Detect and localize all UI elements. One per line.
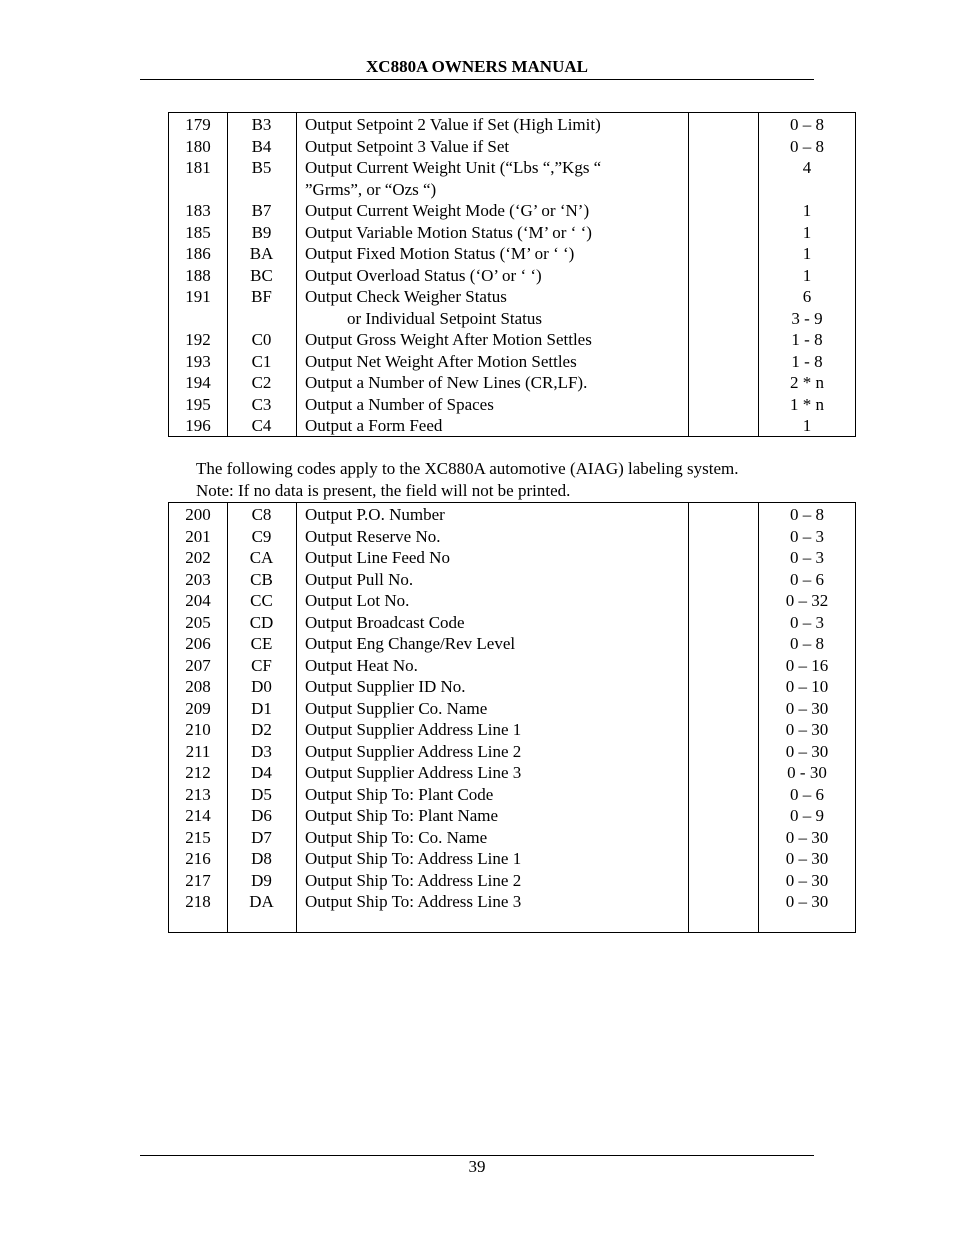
table-row — [169, 719, 855, 741]
length-range-cell: 0 – 30 — [785, 827, 829, 847]
table-row — [169, 286, 855, 308]
aiag-note-line-2: Note: If no data is present, the field will not be printed. — [196, 480, 571, 500]
description-cell: Output Supplier Address Line 1 — [305, 720, 522, 739]
aiag-note-line-1: The following codes apply to the XC880A automotive (AIAG) labeling system. — [196, 459, 739, 478]
table-row — [169, 243, 855, 265]
length-range-cell: 0 – 6 — [790, 784, 824, 804]
hex-code-cell: CB — [250, 569, 273, 589]
length-range-cell: 1 — [802, 222, 812, 242]
hex-code-cell: D2 — [251, 720, 272, 739]
description-cell: Output Setpoint 2 Value if Set (High Limit) — [305, 115, 601, 134]
decimal-code-cell: 180 — [185, 136, 211, 156]
length-range-cell: 0 – 16 — [785, 655, 829, 675]
table-row — [169, 805, 855, 827]
hex-code-cell: DA — [249, 892, 274, 911]
length-range-cell: 1 — [802, 244, 812, 263]
table-row — [169, 762, 855, 784]
decimal-code-cell: 205 — [185, 612, 211, 632]
length-range-cell: 0 – 3 — [790, 612, 824, 632]
hex-code-cell: D8 — [251, 849, 272, 868]
decimal-code-cell: 204 — [185, 591, 211, 610]
length-range-cell: 0 – 30 — [785, 892, 829, 911]
aiag-note — [196, 458, 836, 501]
decimal-code-cell: 195 — [185, 394, 211, 414]
decimal-code-cell: 211 — [185, 741, 211, 761]
length-range-cell: 6 — [802, 287, 812, 306]
decimal-code-cell: 185 — [185, 222, 211, 242]
length-range-cell: 0 – 3 — [790, 526, 824, 546]
decimal-code-cell: 210 — [185, 720, 211, 739]
description-cell: Output Ship To: Address Line 3 — [305, 892, 522, 911]
description-cell: Output Ship To: Plant Code — [305, 784, 494, 804]
decimal-code-cell: 218 — [185, 892, 211, 911]
length-range-cell: 4 — [802, 158, 812, 177]
decimal-code-cell: 179 — [185, 115, 211, 134]
table-row — [169, 308, 855, 330]
description-cell: Output Heat No. — [305, 655, 418, 675]
description-cell: Output Current Weight Mode (‘G’ or ‘N’) — [305, 201, 590, 220]
decimal-code-cell: 196 — [185, 416, 211, 435]
table-row — [169, 655, 855, 677]
length-range-cell: 0 – 8 — [790, 634, 824, 653]
hex-code-cell: BF — [251, 287, 272, 306]
decimal-code-cell: 194 — [185, 373, 211, 392]
hex-code-cell: B7 — [251, 201, 272, 220]
length-range-cell: 0 – 30 — [785, 720, 829, 739]
decimal-code-cell: 206 — [185, 634, 211, 653]
decimal-code-cell: 186 — [185, 244, 211, 263]
length-range-cell: 0 – 10 — [785, 677, 829, 696]
table-row — [169, 590, 855, 612]
description-cell: Output Reserve No. — [305, 526, 441, 546]
table-row — [169, 633, 855, 655]
table-row — [169, 415, 855, 437]
table-row — [169, 870, 855, 892]
table-row — [169, 612, 855, 634]
table-row — [169, 891, 855, 913]
description-cell: Output Net Weight After Motion Settles — [305, 351, 577, 371]
decimal-code-cell: 217 — [185, 870, 211, 890]
decimal-code-cell: 191 — [185, 287, 211, 306]
table-row — [169, 351, 855, 373]
table-row — [169, 222, 855, 244]
hex-code-cell: D7 — [251, 827, 272, 847]
description-cell: Output Gross Weight After Motion Settles — [305, 330, 592, 349]
decimal-code-cell: 215 — [185, 827, 211, 847]
description-cell: Output Supplier ID No. — [305, 677, 466, 696]
aiag-codes-table — [168, 502, 856, 933]
table-row — [169, 698, 855, 720]
hex-code-cell: D0 — [251, 677, 272, 696]
table-row — [169, 265, 855, 287]
length-range-cell: 0 – 6 — [790, 569, 824, 589]
hex-code-cell: C0 — [251, 330, 272, 349]
hex-code-cell: CE — [250, 634, 273, 653]
decimal-code-cell: 208 — [185, 677, 211, 696]
description-cell: Output Broadcast Code — [305, 612, 465, 632]
hex-code-cell: B3 — [251, 115, 272, 134]
length-range-cell: 1 — [802, 416, 812, 435]
table-body — [169, 503, 855, 913]
hex-code-cell: BC — [250, 265, 273, 285]
table-row — [169, 827, 855, 849]
description-cell: Output Lot No. — [305, 591, 410, 610]
length-range-cell: 0 – 8 — [790, 505, 824, 524]
description-cell: Output Supplier Address Line 2 — [305, 741, 522, 761]
length-range-cell: 1 — [802, 265, 812, 285]
page-header-title: XC880A OWNERS MANUAL — [366, 57, 588, 76]
decimal-code-cell: 183 — [185, 201, 211, 220]
length-range-cell: 3 - 9 — [791, 308, 823, 328]
decimal-code-cell: 213 — [185, 784, 211, 804]
hex-code-cell: D6 — [251, 806, 272, 825]
hex-code-cell: CD — [249, 612, 274, 632]
description-cell: Output Ship To: Address Line 1 — [305, 849, 522, 868]
table-row — [169, 569, 855, 591]
hex-code-cell: CF — [251, 655, 272, 675]
decimal-code-cell: 203 — [185, 569, 211, 589]
decimal-code-cell: 214 — [185, 806, 211, 825]
description-cell: Output Setpoint 3 Value if Set — [305, 136, 510, 156]
length-range-cell: 0 – 8 — [790, 136, 824, 156]
hex-code-cell: C2 — [251, 373, 272, 392]
length-range-cell: 1 - 8 — [791, 330, 823, 349]
hex-code-cell: D3 — [251, 741, 272, 761]
description-cell: Output Supplier Co. Name — [305, 698, 488, 718]
table-row — [169, 179, 855, 201]
length-range-cell: 0 – 30 — [785, 741, 829, 761]
length-range-cell: 0 – 3 — [790, 548, 824, 567]
table-row — [169, 547, 855, 569]
description-cell: Output Ship To: Co. Name — [305, 827, 488, 847]
hex-code-cell: BA — [249, 244, 274, 263]
description-cell: ”Grms”, or “Ozs “) — [305, 179, 437, 199]
header-rule — [140, 79, 814, 80]
table-row — [169, 526, 855, 548]
decimal-code-cell: 188 — [185, 265, 211, 285]
description-cell: Output Eng Change/Rev Level — [305, 634, 516, 653]
description-cell: Output Check Weigher Status — [305, 287, 507, 306]
decimal-code-cell: 201 — [185, 526, 211, 546]
decimal-code-cell: 181 — [185, 158, 211, 177]
decimal-code-cell: 216 — [185, 849, 211, 868]
description-cell: Output Variable Motion Status (‘M’ or ‘ ‘) — [305, 222, 592, 242]
length-range-cell: 0 – 8 — [790, 115, 824, 134]
description-cell: Output a Number of Spaces — [305, 394, 494, 414]
description-cell: Output Supplier Address Line 3 — [305, 763, 522, 782]
length-range-cell: 1 — [802, 201, 812, 220]
table-row — [169, 394, 855, 416]
hex-code-cell: B4 — [251, 136, 272, 156]
table-row — [169, 157, 855, 179]
table-body — [169, 113, 855, 437]
hex-code-cell: C4 — [251, 416, 272, 435]
table-row — [169, 676, 855, 698]
table-row — [169, 741, 855, 763]
description-cell: or Individual Setpoint Status — [347, 308, 543, 328]
table-row — [169, 504, 855, 526]
description-cell: Output Line Feed No — [305, 548, 450, 567]
table-row — [169, 114, 855, 136]
description-cell: Output Ship To: Plant Name — [305, 806, 499, 825]
length-range-cell: 0 – 32 — [785, 591, 829, 610]
hex-code-cell: CC — [250, 591, 273, 610]
decimal-code-cell: 193 — [185, 351, 211, 371]
description-cell: Output Overload Status (‘O’ or ‘ ‘) — [305, 265, 542, 285]
hex-code-cell: D1 — [251, 698, 272, 718]
length-range-cell: 0 – 9 — [790, 806, 824, 825]
decimal-code-cell: 209 — [185, 698, 211, 718]
hex-code-cell: D5 — [251, 784, 272, 804]
decimal-code-cell: 202 — [185, 548, 211, 567]
table-row — [169, 200, 855, 222]
table-row — [169, 372, 855, 394]
hex-code-cell: C1 — [251, 351, 272, 371]
length-range-cell: 1 * n — [790, 394, 824, 414]
hex-code-cell: B9 — [251, 222, 272, 242]
length-range-cell: 0 – 30 — [785, 698, 829, 718]
hex-code-cell: D9 — [251, 870, 272, 890]
decimal-code-cell: 200 — [185, 505, 211, 524]
table-row — [169, 848, 855, 870]
decimal-code-cell: 207 — [185, 655, 211, 675]
table-row — [169, 329, 855, 351]
decimal-code-cell: 192 — [185, 330, 211, 349]
length-range-cell: 0 – 30 — [785, 870, 829, 890]
length-range-cell: 0 – 30 — [785, 849, 829, 868]
description-cell: Output P.O. Number — [305, 505, 445, 524]
hex-code-cell: CA — [249, 548, 274, 567]
description-cell: Output a Number of New Lines (CR,LF). — [305, 373, 588, 392]
length-range-cell: 0 - 30 — [787, 763, 827, 782]
description-cell: Output Pull No. — [305, 569, 414, 589]
decimal-code-cell: 212 — [185, 763, 211, 782]
description-cell: Output a Form Feed — [305, 416, 443, 435]
hex-code-cell: D4 — [251, 763, 272, 782]
description-cell: Output Current Weight Unit (“Lbs “,”Kgs “ — [305, 158, 602, 177]
hex-code-cell: C3 — [251, 394, 272, 414]
hex-code-cell: C9 — [251, 526, 272, 546]
footer-rule — [140, 1155, 814, 1156]
table-row — [169, 784, 855, 806]
description-cell: Output Ship To: Address Line 2 — [305, 870, 522, 890]
hex-code-cell: C8 — [251, 505, 272, 524]
description-cell: Output Fixed Motion Status (‘M’ or ‘ ‘) — [305, 244, 575, 263]
page-number: 39 — [468, 1157, 486, 1176]
length-range-cell: 1 - 8 — [791, 351, 823, 371]
length-range-cell: 2 * n — [790, 373, 824, 392]
table-row — [169, 136, 855, 158]
hex-code-cell: B5 — [251, 158, 272, 177]
output-codes-table — [168, 112, 856, 437]
